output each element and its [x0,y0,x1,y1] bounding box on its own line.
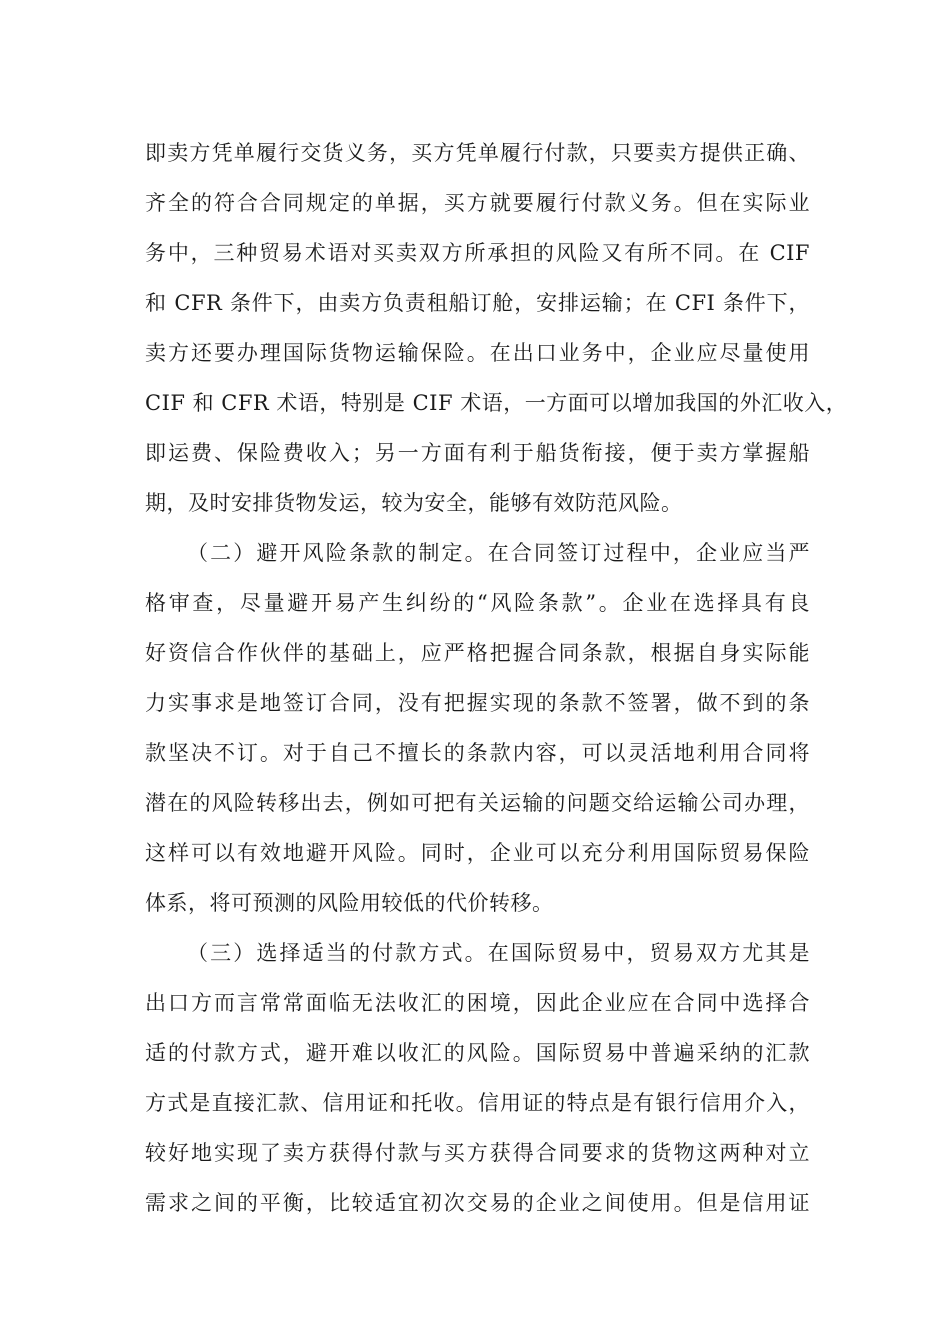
paragraph-1-line-5: 卖方还要办理国际货物运输保险。在出口业务中，企业应尽量使用 [145,341,810,365]
paragraph-1-line-3: 务中，三种贸易术语对买卖双方所承担的风险又有所不同。在 CIF [145,241,810,265]
paragraph-2-line-7: 这样可以有效地避开风险。同时，企业可以充分利用国际贸易保险 [145,841,810,865]
document-body [145,128,848,1228]
paragraph-3-line-5: 较好地实现了卖方获得付款与买方获得合同要求的货物这两种对立 [145,1141,810,1165]
paragraph-1-line-4: 和 CFR 条件下，由卖方负责租船订舱，安排运输；在 CFI 条件下， [145,291,810,315]
paragraph-3-line-2: 出口方而言常常面临无法收汇的困境，因此企业应在合同中选择合 [145,991,810,1015]
paragraph-1-line-1: 即卖方凭单履行交货义务，买方凭单履行付款，只要卖方提供正确、 [145,141,810,165]
paragraph-2-line-8: 体系，将可预测的风险用较低的代价转移。 [145,891,554,915]
paragraph-2-line-1: （二）避开风险条款的制定。在合同签订过程中，企业应当严 [187,541,810,565]
paragraph-1-line-8: 期，及时安排货物发运，较为安全，能够有效防范风险。 [145,491,683,515]
paragraph-2-line-6: 潜在的风险转移出去，例如可把有关运输的问题交给运输公司办理， [145,791,810,815]
paragraph-3-line-4: 方式是直接汇款、信用证和托收。信用证的特点是有银行信用介入， [145,1091,810,1115]
paragraph-2-line-3: 好资信合作伙伴的基础上，应严格把握合同条款，根据自身实际能 [145,641,810,665]
paragraph-3-line-6: 需求之间的平衡，比较适宜初次交易的企业之间使用。但是信用证 [145,1191,810,1215]
paragraph-2-line-4: 力实事求是地签订合同，没有把握实现的条款不签署，做不到的条 [145,691,810,715]
paragraph-2-line-2: 格审查，尽量避开易产生纠纷的“风险条款”。企业在选择具有良 [145,591,810,615]
paragraph-3-line-3: 适的付款方式，避开难以收汇的风险。国际贸易中普遍采纳的汇款 [145,1041,810,1065]
paragraph-1-line-2: 齐全的符合合同规定的单据，买方就要履行付款义务。但在实际业 [145,191,810,215]
paragraph-1-line-6: CIF 和 CFR 术语，特别是 CIF 术语，一方面可以增加我国的外汇收入， [145,391,848,415]
paragraph-1-line-7: 即运费、保险费收入；另一方面有利于船货衔接，便于卖方掌握船 [145,441,810,465]
paragraph-3-line-1: （三）选择适当的付款方式。在国际贸易中，贸易双方尤其是 [187,941,810,965]
paragraph-2-line-5: 款坚决不订。对于自己不擅长的条款内容，可以灵活地利用合同将 [145,741,810,765]
